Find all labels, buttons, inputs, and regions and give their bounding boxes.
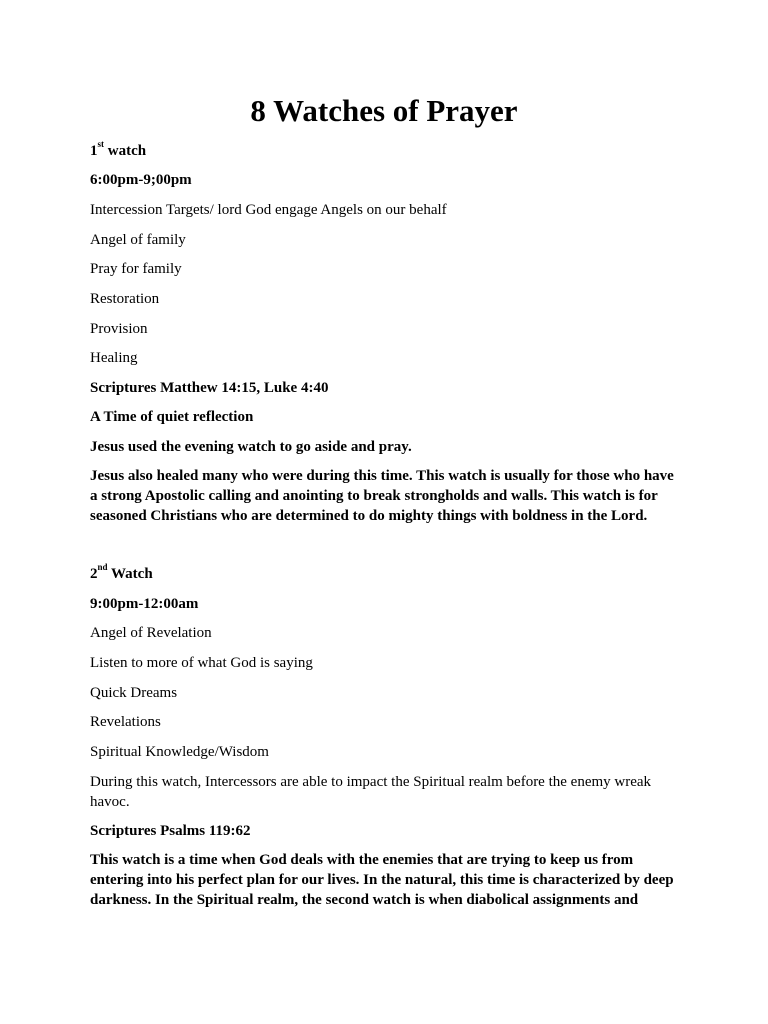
watch2-item: Revelations bbox=[90, 714, 161, 730]
watch1-item: Intercession Targets/ lord God engage Angels on our behalf bbox=[90, 202, 447, 218]
watch2-heading-word: Watch bbox=[107, 566, 153, 582]
watch2-heading-number: 2 bbox=[90, 566, 98, 582]
document-title: 8 Watches of Prayer bbox=[250, 93, 518, 128]
watch1-item: Angel of family bbox=[90, 232, 186, 248]
watch2-time: 9:00pm-12:00am bbox=[90, 596, 199, 612]
watch1-reflection: A Time of quiet reflection bbox=[90, 409, 254, 425]
watch2-heading-suffix: nd bbox=[97, 562, 108, 572]
watch1-description: Jesus also healed many who were during this time. This watch is usually for those who have a strong Apostolic calling and anointing to break strongholds and walls. This watch is for seasoned Christians who are determined to do mighty things with boldness in the Lord. bbox=[90, 468, 674, 524]
watch1-item: Pray for family bbox=[90, 261, 182, 277]
watch2-heading bbox=[90, 564, 690, 584]
watch1-evening-note: Jesus used the evening watch to go aside and pray. bbox=[90, 439, 412, 455]
watch1-time: 6:00pm-9;00pm bbox=[90, 172, 192, 188]
watch1-item: Healing bbox=[90, 350, 138, 366]
watch1-heading-number: 1 bbox=[90, 143, 98, 159]
watch2-item: Listen to more of what God is saying bbox=[90, 655, 313, 671]
watch1-item: Provision bbox=[90, 321, 148, 337]
watch1-heading-word: watch bbox=[104, 143, 147, 159]
watch2-intercession-note: During this watch, Intercessors are able to impact the Spiritual realm before the enemy wreak havoc. bbox=[90, 774, 652, 810]
watch1-heading bbox=[90, 141, 690, 161]
watch1-item: Restoration bbox=[90, 291, 160, 307]
watch2-item: Angel of Revelation bbox=[90, 625, 212, 641]
watch2-description: This watch is a time when God deals with the enemies that are trying to keep us from entering into his perfect plan for our lives. In the natural, this time is characterized by deep darkness. In the Spiritual realm, the second watch is when diabolical assignments and bbox=[90, 852, 674, 908]
watch1-heading-suffix: st bbox=[97, 139, 104, 149]
watch1-scriptures: Scriptures Matthew 14:15, Luke 4:40 bbox=[90, 380, 329, 396]
watch2-scriptures: Scriptures Psalms 119:62 bbox=[90, 823, 251, 839]
watch2-item: Quick Dreams bbox=[90, 685, 178, 701]
watch2-item: Spiritual Knowledge/Wisdom bbox=[90, 744, 269, 760]
